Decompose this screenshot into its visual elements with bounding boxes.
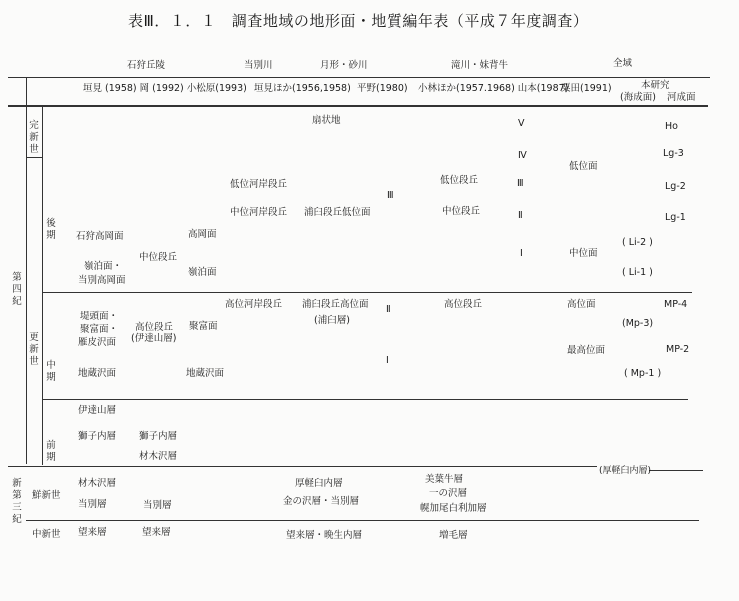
cell-urausu-high: 浦臼段丘高位面 — [302, 299, 369, 310]
cell-ranbo: 嶺泊面 — [188, 267, 217, 278]
cell-v: Ⅴ — [518, 118, 525, 129]
cell-horokao: 幌加尾白利加層 — [420, 503, 487, 514]
cell-ishikari-takaoka: 石狩高岡面 — [76, 231, 124, 242]
cell-lg3: Lg-3 — [663, 148, 684, 159]
rule-late-middle — [42, 292, 692, 293]
region-tsukigata: 月形・砂川 — [320, 60, 368, 71]
table-title: 表Ⅲ．１．１ 調査地域の地形面・地質編年表（平成７年度調査） — [128, 12, 589, 30]
cell-ranbo-tobetsu1: 嶺泊面・ — [84, 261, 123, 272]
rule-atsugaru-right — [649, 470, 703, 471]
cell-hirano-iii: Ⅲ — [387, 190, 394, 201]
cell-masuge: 増毛層 — [439, 530, 468, 541]
label-pliocene: 鮮新世 — [32, 490, 61, 501]
rule-pliocene-miocene — [26, 520, 699, 521]
rule-holocene — [27, 157, 43, 158]
cell-idateyama-paren: (伊達山層) — [131, 333, 177, 344]
cell-jizo: 地蔵沢面 — [186, 368, 225, 379]
cell-awata-highest: 最高位面 — [567, 345, 606, 356]
cell-idateyama: 伊達山層 — [78, 405, 117, 416]
cell-ishikari-mid: 中位段丘 — [139, 252, 178, 263]
cell-low-river-terrace: 低位河岸段丘 — [230, 179, 288, 190]
cell-atsugaru-paren: (厚軽臼内層) — [599, 466, 652, 476]
cell-lg1: Lg-1 — [665, 212, 686, 223]
authors-this-study: 本研究 — [641, 80, 670, 91]
authors-marine: (海成面) — [620, 92, 656, 103]
cell-ranbo-tobetsu2: 当別高岡面 — [78, 275, 126, 286]
authors-awata: 粟田(1991) — [561, 83, 612, 94]
cell-awata-low: 低位面 — [569, 161, 598, 172]
rule-col-epoch — [42, 105, 43, 465]
cell-ho: Ho — [665, 121, 678, 132]
cell-takaoka: 高岡面 — [188, 229, 217, 240]
cell-ichinosawa: 一の沢層 — [429, 488, 468, 499]
cell-awata-mid: 中位面 — [569, 248, 598, 259]
cell-tobetsu-1: 当別層 — [78, 499, 107, 510]
cell-takikawa-low: 低位段丘 — [440, 175, 479, 186]
cell-li1: ( Li-1 ) — [622, 267, 653, 278]
cell-mp2: MP-2 — [666, 344, 690, 355]
cell-lg2: Lg-2 — [665, 181, 686, 192]
cell-biba: 美葉牛層 — [425, 474, 464, 485]
authors-tobetsugawa: 垣見ほか(1956,1958) — [254, 83, 351, 94]
region-takikawa: 滝川・妹背牛 — [451, 60, 509, 71]
label-quaternary: 第四紀 — [12, 272, 22, 307]
cell-mid-river-terrace: 中位河岸段丘 — [230, 207, 288, 218]
authors-hirano: 平野(1980) — [357, 83, 408, 94]
cell-mp3: (Mp-3) — [622, 318, 654, 329]
cell-zaimokuzawa-early: 材木沢層 — [139, 451, 178, 462]
rule-col-period — [26, 78, 27, 464]
rule-header — [8, 105, 708, 107]
label-neogene: 新第三紀 — [12, 478, 22, 525]
cell-takikawa-high: 高位段丘 — [444, 299, 483, 310]
authors-ishikari: 垣見 (1958) 岡 (1992) 小松原(1993) — [83, 83, 247, 94]
label-miocene: 中新世 — [32, 529, 61, 540]
cell-iv: Ⅳ — [518, 150, 527, 161]
cell-urausu-low: 浦臼段丘低位面 — [304, 207, 371, 218]
authors-fluvial: 河成面 — [667, 92, 696, 103]
rule-quaternary-neogene — [8, 466, 597, 467]
region-zeniki: 全域 — [613, 58, 633, 69]
label-pleistocene: 更新世 — [29, 332, 39, 367]
cell-zaimokuzawa: 材木沢層 — [78, 478, 117, 489]
cell-iii: Ⅲ — [517, 178, 524, 189]
rule-middle-early — [42, 399, 688, 400]
cell-jizo-ishikari: 地蔵沢面 — [78, 368, 117, 379]
cell-tobetsu-2: 当別層 — [143, 500, 172, 511]
cell-morai-1: 望来層 — [78, 527, 107, 538]
cell-li2: ( Li-2 ) — [622, 237, 653, 248]
cell-morai-bansei: 望来層・晩生内層 — [286, 530, 363, 541]
cell-urausu-fm: (浦臼層) — [314, 315, 350, 326]
cell-mp1: ( Mp-1 ) — [624, 368, 662, 379]
cell-takikawa-mid: 中位段丘 — [442, 206, 481, 217]
region-tobetsugawa: 当別川 — [244, 60, 273, 71]
authors-takikawa: 小林ほか(1957.1968) 山本(1987) — [418, 83, 569, 94]
cell-tsutsumi-1: 堤頭面・ — [80, 311, 119, 322]
rule-top — [8, 77, 710, 78]
cell-mp4: MP-4 — [664, 299, 688, 310]
cell-atsugaru: 厚軽臼内層 — [295, 478, 343, 489]
cell-tsutsumi-3: 雁皮沢面 — [78, 337, 117, 348]
cell-hirano-i: Ⅰ — [386, 355, 389, 366]
cell-tsutsumi-2: 聚富面・ — [80, 324, 119, 335]
cell-ishikari-high: 高位段丘 — [135, 322, 174, 333]
cell-hirano-ii: Ⅱ — [386, 304, 391, 315]
cell-high-river-terrace: 高位河岸段丘 — [225, 299, 283, 310]
cell-morai-2: 望来層 — [142, 527, 171, 538]
label-late: 後期 — [46, 218, 56, 241]
cell-shippu: 聚富面 — [189, 321, 218, 332]
cell-fan: 扇状地 — [312, 115, 341, 126]
cell-awata-high: 高位面 — [567, 299, 596, 310]
cell-ii: Ⅱ — [518, 210, 523, 221]
label-early: 前期 — [46, 440, 56, 463]
cell-shishikonai-1: 獅子内層 — [78, 431, 117, 442]
cell-i: Ⅰ — [520, 248, 523, 259]
cell-shishikonai-2: 獅子内層 — [139, 431, 178, 442]
label-middle: 中期 — [46, 360, 56, 383]
label-holocene: 完新世 — [29, 120, 39, 155]
cell-kanezawa: 金の沢層・当別層 — [283, 496, 360, 507]
region-ishikari: 石狩丘陵 — [127, 60, 166, 71]
